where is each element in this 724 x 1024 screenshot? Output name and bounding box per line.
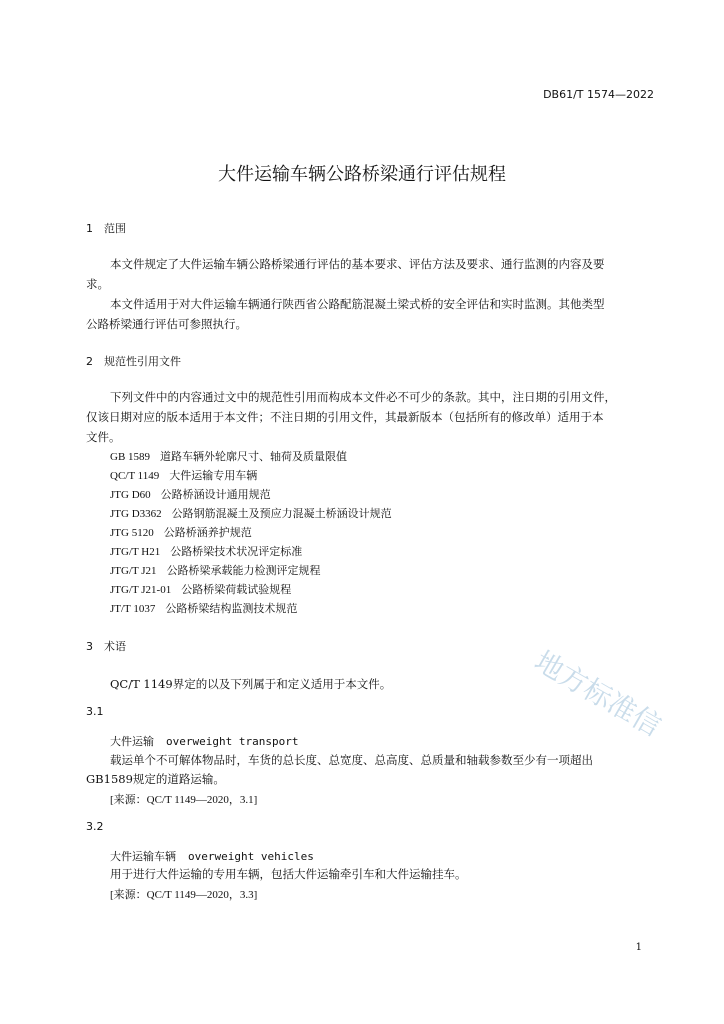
reference-code: JTG/T H21: [110, 546, 161, 558]
paragraph-line: 本文件规定了大件运输车辆公路桥梁通行评估的基本要求、评估方法及要求、通行监测的内容及要: [110, 257, 605, 271]
reference-item: [110, 467, 257, 483]
term-source: [来源：QC/T 1149—2020，3.1]: [110, 794, 258, 806]
reference-item: [110, 543, 302, 559]
reference-item: [110, 524, 252, 540]
reference-item: [110, 448, 347, 464]
section-title: 规范性引用文件: [104, 355, 181, 368]
watermark: 地方标准信: [529, 644, 667, 743]
reference-title: 道路车辆外轮廓尺寸、轴荷及质量限值: [160, 450, 348, 463]
reference-title: 公路桥梁承载能力检测评定规程: [166, 564, 321, 577]
section-number: 3: [86, 640, 93, 653]
reference-item: [110, 600, 297, 616]
paragraph-line: 公路桥梁通行评估可参照执行。: [86, 317, 247, 331]
term-chinese: 大件运输: [110, 735, 154, 748]
reference-code: JT/T 1037: [110, 603, 156, 615]
term-english: overweight vehicles: [188, 850, 314, 863]
reference-title: 公路桥梁荷载试验规程: [181, 583, 292, 596]
paragraph-line: 下列文件中的内容通过文中的规范性引用而构成本文件必不可少的条款。其中，注日期的引用文件，: [110, 390, 616, 404]
reference-title: 公路桥梁技术状况评定标准: [170, 545, 303, 558]
term-number: 3.1: [86, 705, 104, 718]
paragraph-line: 求。: [86, 277, 109, 291]
term-entry: [110, 733, 298, 749]
reference-code: JTG/T J21: [110, 565, 157, 577]
term-source: [来源：QC/T 1149—2020，3.3]: [110, 889, 258, 901]
term-definition-line: 用于进行大件运输的专用车辆，包括大件运输牵引车和大件运输挂车。: [110, 867, 467, 881]
reference-item: [110, 581, 291, 597]
paragraph-line: 仅该日期对应的版本适用于本文件；不注日期的引用文件，其最新版本（包括所有的修改单）适用于本: [86, 410, 604, 424]
section-number: 1: [86, 222, 93, 235]
reference-code: GB 1589: [110, 451, 151, 463]
reference-item: [110, 505, 392, 521]
reference-title: 公路桥涵设计通用规范: [160, 488, 271, 501]
term-chinese: 大件运输车辆: [110, 850, 176, 863]
reference-code: QC/T 1149: [110, 470, 160, 482]
section-number: 2: [86, 355, 93, 368]
term-number: 3.2: [86, 820, 104, 833]
page-number: 1: [635, 942, 642, 953]
document-title: 大件运输车辆公路桥梁通行评估规程: [218, 164, 506, 185]
section-title: 术语: [104, 640, 126, 653]
section-title: 范围: [104, 222, 126, 235]
term-definition-line: GB1589规定的道路运输。: [86, 772, 225, 786]
paragraph-line: 本文件适用于对大件运输车辆通行陕西省公路配筋混凝土梁式桥的安全评估和实时监测。其他类型: [110, 297, 605, 311]
section-intro: QC/T 1149界定的以及下列属于和定义适用于本文件。: [110, 677, 392, 691]
section-3-heading: [86, 638, 126, 654]
reference-title: 公路钢筋混凝土及预应力混凝土桥涵设计规范: [171, 507, 392, 520]
standard-code: DB61/T 1574—2022: [543, 88, 654, 101]
reference-title: 公路桥梁结构监测技术规范: [165, 602, 298, 615]
paragraph-line: 文件。: [86, 430, 121, 444]
term-definition-line: 载运单个不可解体物品时，车货的总长度、总宽度、总高度、总质量和轴载参数至少有一项超出: [110, 753, 593, 767]
reference-code: JTG D3362: [110, 508, 162, 520]
reference-code: JTG D60: [110, 489, 151, 501]
reference-item: [110, 562, 321, 578]
term-english: overweight transport: [166, 735, 299, 748]
reference-code: JTG/T J21-01: [110, 584, 172, 596]
reference-title: 大件运输专用车辆: [169, 469, 258, 482]
reference-item: [110, 486, 271, 502]
reference-title: 公路桥涵养护规范: [163, 526, 252, 539]
term-entry: [110, 848, 314, 864]
reference-code: JTG 5120: [110, 527, 154, 539]
section-2-heading: [86, 353, 181, 369]
section-1-heading: [86, 220, 126, 236]
